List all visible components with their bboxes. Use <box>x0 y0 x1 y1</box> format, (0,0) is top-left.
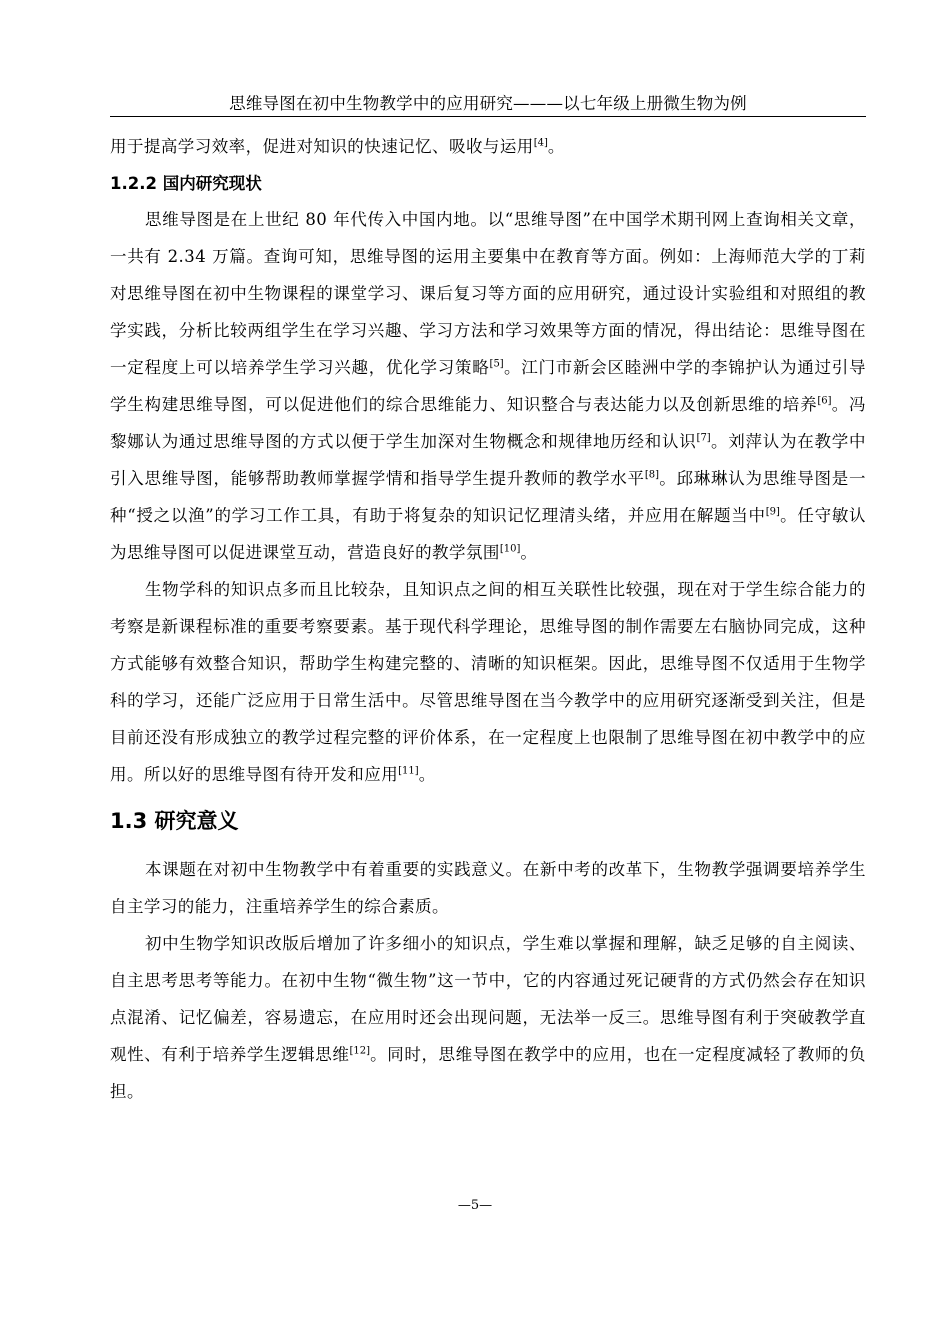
citation-6: [6] <box>817 395 832 407</box>
running-header: 思维导图在初中生物教学中的应用研究———以七年级上册微生物为例 <box>229 94 747 113</box>
citation-11: [11] <box>398 765 419 777</box>
intro-tail: 。 <box>547 137 565 156</box>
citation-12: [12] <box>349 1045 370 1057</box>
citation-5: [5] <box>489 358 504 370</box>
paragraph-text: 生物学科的知识点多而且比较杂，且知识点之间的相互关联性比较强，现在对于学生综合能力的考察是新课程标准的重要考察要素。基于现代科学理论，思维导图的制作需要左右脑协同完成，这种方式能够有效整合知识，帮助学生构建完整的、清晰的知识框架。因此，思维导图不仅适用于生物学科的学习，还能广泛应用于日常生活中。尽管思维导图在当今教学中的应用研究逐渐受到关注，但是目前还没有形成独立的教学过程完整的评价体系，在一定程度上也限制了思维导图在初中教学中的应用。所以好的思维导图有待开发和应用 <box>110 580 866 784</box>
paragraph-text: 。冯黎娜认为通过思维导图的方式以便于学生加深对生物概念和规律地历经和认识 <box>110 395 867 451</box>
section-heading-1-3: 1.3 研究意义 <box>110 809 239 833</box>
paragraph-text: 。刘萍认为在教学中引入思维导图，能够帮助教师掌握学情和指导学生提升教师的教学水平 <box>110 432 866 488</box>
paragraph-text: 。同时，思维导图在教学中的应用，也在一定程度减轻了教师的负担。 <box>110 1045 866 1101</box>
domestic-research-paragraph-2 <box>110 571 866 793</box>
paragraph-text: 。 <box>418 765 436 784</box>
paragraph-text: 思维导图是在上世纪 80 年代传入中国内地。以“思维导图”在中国学术期刊网上查询相关文章，一共有 2.34 万篇。查询可知，思维导图的运用主要集中在教育等方面。例如：上海师范大学的丁莉对思维导图在初中生物课程的课堂学习、课后复习等方面的应用研究，通过设计实验组和对照组的教学实践，分析比较两组学生在学习兴趣、学习方法和学习效果等方面的情况，得出结论：思维导图在一定程度上可以培养学生学习兴趣，优化学习策略 <box>110 210 866 377</box>
paragraph-text: 。江门市新会区睦洲中学的李锦护认为通过引导学生构建思维导图，可以促进他们的综合思维能力、知识整合与表达能力以及创新思维的培养 <box>110 358 867 414</box>
paragraph-text: 。 <box>520 543 538 562</box>
significance-paragraph-2 <box>110 925 866 1110</box>
page-body <box>110 128 866 1110</box>
citation-10: [10] <box>499 543 521 555</box>
citation-4: [4] <box>533 137 548 149</box>
paragraph-text: 初中生物学知识改版后增加了许多细小的知识点，学生难以掌握和理解，缺乏足够的自主阅读、自主思考思考等能力。在初中生物“微生物”这一节中，它的内容通过死记硬背的方式仍然会存在知识点混淆、记忆偏差，容易遗忘，在应用时还会出现问题，无法举一反三。思维导图有利于突破教学直观性、有利于培养学生逻辑思维 <box>110 934 866 1064</box>
intro-text: 用于提高学习效率，促进对知识的快速记忆、吸收与运用 <box>110 137 534 156</box>
subsection-heading-1-2-2: 1.2.2 国内研究现状 <box>110 174 262 193</box>
citation-9: [9] <box>765 506 780 518</box>
intro-paragraph <box>110 128 866 165</box>
citation-7: [7] <box>696 432 711 444</box>
domestic-research-paragraph-1 <box>110 201 866 571</box>
paragraph-text: 。任守敏认为思维导图可以促进课堂互动，营造良好的教学氛围 <box>110 506 867 562</box>
paragraph-text: 。邱琳琳认为思维导图是一种“授之以渔”的学习工作工具，有助于将复杂的知识记忆理清头绪，并应用在解题当中 <box>110 469 867 525</box>
significance-paragraph-1: 本课题在对初中生物教学中有着重要的实践意义。在新中考的改革下，生物教学强调要培养学生自主学习的能力，注重培养学生的综合素质。 <box>110 860 866 916</box>
page-number: —5— <box>457 1198 493 1213</box>
citation-8: [8] <box>644 469 659 481</box>
header-rule <box>110 116 866 117</box>
